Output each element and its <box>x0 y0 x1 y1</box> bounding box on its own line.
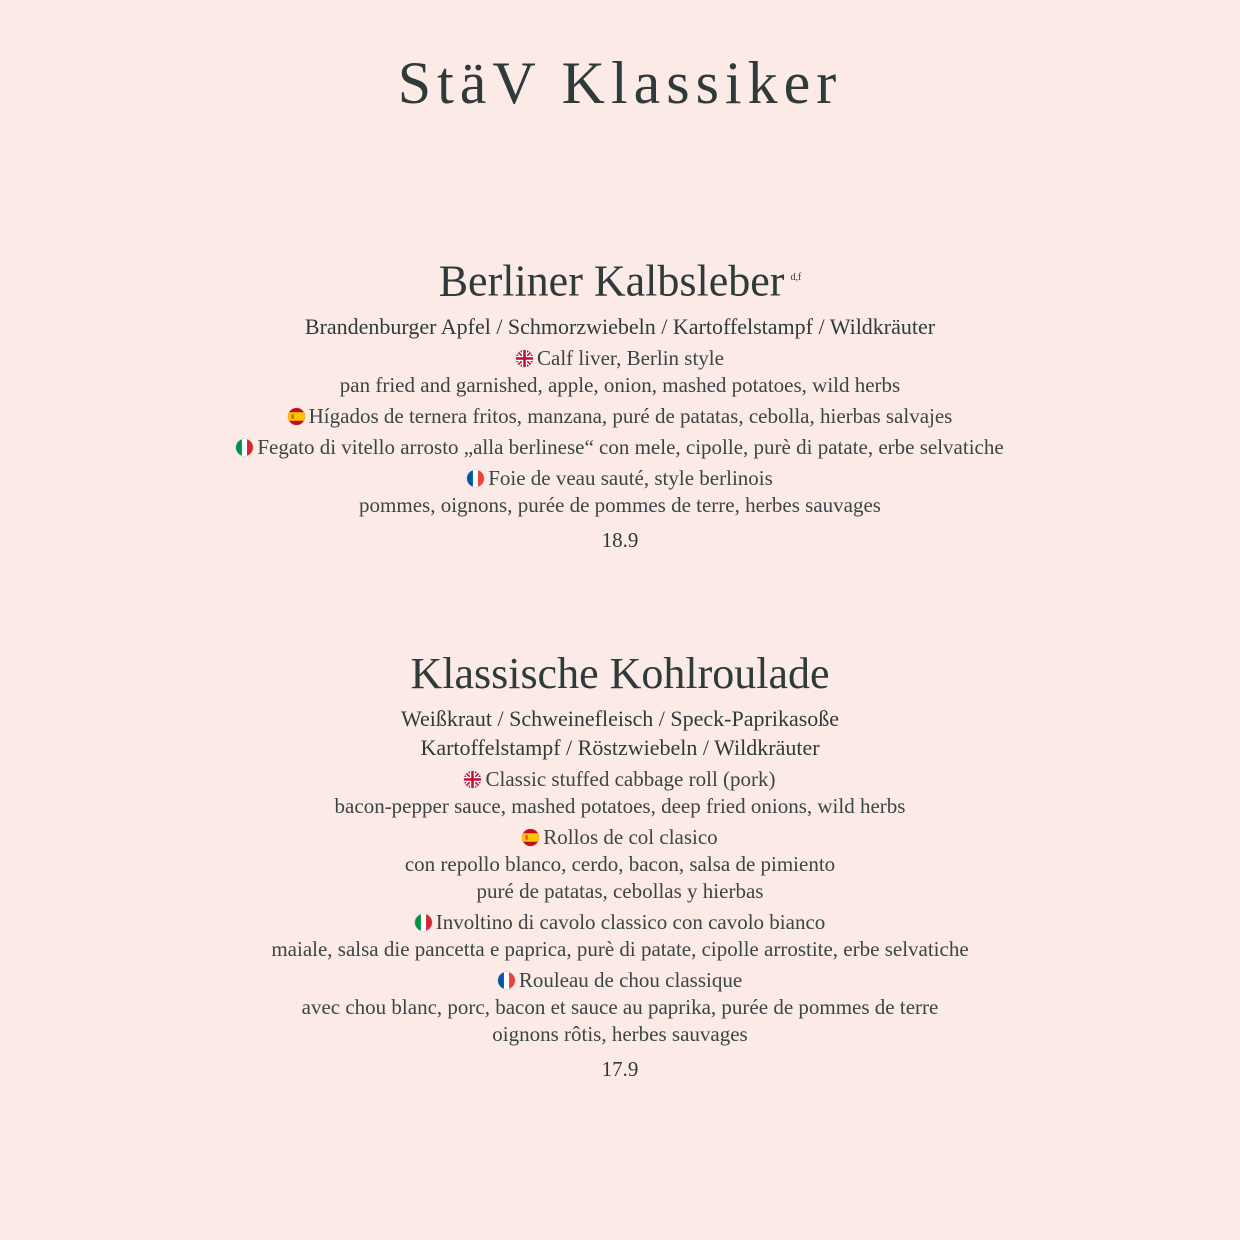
translation-line: pan fried and garnished, apple, onion, mashed potatoes, wild herbs <box>339 372 901 397</box>
translation-line: puré de patatas, cebollas y hierbas <box>476 879 764 903</box>
translation-it <box>0 909 1240 963</box>
translation-line: con repollo blanco, cerdo, bacon, salsa de pimiento <box>404 852 836 876</box>
translation-line: pommes, oignons, purée de pommes de terre, herbes sauvages <box>359 492 881 517</box>
translation-fr <box>0 967 1240 1048</box>
translation-fr <box>0 465 1240 519</box>
translation-es <box>0 403 1240 430</box>
translation-line: bacon-pepper sauce, mashed potatoes, deep fried onions, wild herbs <box>334 794 906 818</box>
translation-line: Foie de veau sauté, style berlinois <box>488 465 773 490</box>
translation-line: Rouleau de chou classique <box>518 968 743 992</box>
dish-kalbsleber <box>0 252 1240 554</box>
dish-kohlroulade <box>0 648 1240 1083</box>
dish-title <box>0 252 1240 308</box>
dish-title: Klassische Kohlroulade <box>410 649 830 698</box>
translation-line: Rollos de col clasico <box>543 825 718 849</box>
translation-en <box>0 345 1240 399</box>
translation-line: Fegato di vitello arrosto „alla berlinese“ con mele, cipolle, purè di patate, erbe selvatiche <box>257 434 1004 459</box>
translation-line: Calf liver, Berlin style <box>537 345 724 370</box>
translation-en <box>0 766 1240 820</box>
italy-flag-icon <box>236 439 253 456</box>
translation-line: oignons rôtis, herbes sauvages <box>492 1022 748 1046</box>
translation-line: Classic stuffed cabbage roll (pork) <box>485 767 776 791</box>
spain-flag-icon <box>288 408 305 425</box>
spain-flag-icon <box>522 829 539 846</box>
dish-title-text: Berliner Kalbsleber <box>438 256 785 306</box>
german-description: Weißkraut / Schweinefleisch / Speck-Paprikasoße <box>400 706 840 731</box>
allergen-note: d,f <box>790 272 802 283</box>
italy-flag-icon <box>415 914 432 931</box>
dish-price: 18.9 <box>601 527 639 552</box>
translation-es <box>0 824 1240 905</box>
german-description: Brandenburger Apfel / Schmorzwiebeln / Kartoffelstampf / Wildkräuter <box>304 313 936 339</box>
dish-price: 17.9 <box>601 1057 639 1081</box>
translation-line: Involtino di cavolo classico con cavolo bianco <box>435 910 826 934</box>
uk-flag-icon <box>464 771 481 788</box>
france-flag-icon <box>498 972 515 989</box>
translation-line: maiale, salsa die pancetta e paprica, purè di patate, cipolle arrostite, erbe selvatiche <box>271 937 969 961</box>
translation-line: avec chou blanc, porc, bacon et sauce au paprika, purée de pommes de terre <box>301 995 939 1019</box>
translation-it <box>0 434 1240 461</box>
page-title: StäV Klassiker <box>397 50 843 116</box>
france-flag-icon <box>467 470 484 487</box>
translation-line: Hígados de ternera fritos, manzana, puré de patatas, cebolla, hierbas salvajes <box>308 403 953 428</box>
uk-flag-icon <box>516 350 533 367</box>
german-description: Kartoffelstampf / Röstzwiebeln / Wildkräuter <box>420 735 820 760</box>
